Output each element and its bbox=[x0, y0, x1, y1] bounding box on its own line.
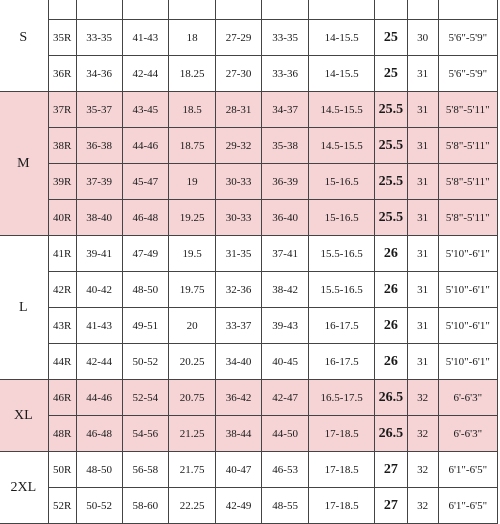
table-cell: 39-41 bbox=[76, 236, 122, 272]
table-cell: 43R bbox=[48, 308, 76, 344]
table-cell: 27 bbox=[374, 488, 407, 524]
table-cell: 26 bbox=[374, 344, 407, 380]
table-cell: 16.5-17.5 bbox=[309, 380, 375, 416]
table-cell: 21.75 bbox=[169, 452, 216, 488]
table-cell: 30-33 bbox=[216, 164, 262, 200]
table-row bbox=[0, 380, 498, 416]
table-cell: 18.75 bbox=[169, 128, 216, 164]
table-cell: 31 bbox=[407, 128, 438, 164]
table-cell: 50R bbox=[48, 452, 76, 488]
table-cell: 19.5 bbox=[169, 236, 216, 272]
table-cell: 6'-6'3" bbox=[438, 380, 497, 416]
table-cell: 14-15.5 bbox=[309, 56, 375, 92]
table-cell: 17-18.5 bbox=[309, 416, 375, 452]
table-cell: 6'1"-6'5" bbox=[438, 488, 497, 524]
table-cell: 33-36 bbox=[261, 56, 308, 92]
table-row bbox=[0, 452, 498, 488]
size-group-label: XL bbox=[0, 380, 48, 452]
table-cell: 48R bbox=[48, 416, 76, 452]
table-cell: 15-16.5 bbox=[309, 164, 375, 200]
table-cell: 33-37 bbox=[216, 308, 262, 344]
table-row bbox=[0, 92, 498, 128]
table-row bbox=[0, 488, 498, 524]
table-row bbox=[0, 344, 498, 380]
table-cell: 37-41 bbox=[261, 236, 308, 272]
table-cell: 16-17.5 bbox=[309, 308, 375, 344]
table-cell: 5'10"-6'1" bbox=[438, 344, 497, 380]
table-cell: 31 bbox=[407, 308, 438, 344]
table-cell: 26.5 bbox=[374, 416, 407, 452]
table-cell: 14.5-15.5 bbox=[309, 128, 375, 164]
table-cell: 17-18.5 bbox=[309, 488, 375, 524]
table-cell: 38R bbox=[48, 128, 76, 164]
table-cell: 48-50 bbox=[76, 452, 122, 488]
table-cell: 33-35 bbox=[261, 20, 308, 56]
table-cell: 25.5 bbox=[374, 200, 407, 236]
table-cell: 14-15.5 bbox=[309, 20, 375, 56]
table-cell: 34-40 bbox=[216, 344, 262, 380]
table-cell: 30-33 bbox=[216, 200, 262, 236]
table-cell: 21.25 bbox=[169, 416, 216, 452]
table-cell: 20.75 bbox=[169, 380, 216, 416]
table-cell: 45-47 bbox=[122, 164, 169, 200]
table-cell: 15.5-16.5 bbox=[309, 272, 375, 308]
table-cell: 39R bbox=[48, 164, 76, 200]
table-cell: 31 bbox=[407, 344, 438, 380]
table-row bbox=[0, 308, 498, 344]
table-cell: 44-46 bbox=[122, 128, 169, 164]
table-cell: 40-42 bbox=[76, 272, 122, 308]
table-cell: 25 bbox=[374, 56, 407, 92]
table-cell: 49-51 bbox=[122, 308, 169, 344]
table-cell: 19.25 bbox=[169, 200, 216, 236]
table-row bbox=[0, 200, 498, 236]
table-cell: 46R bbox=[48, 380, 76, 416]
table-row bbox=[0, 416, 498, 452]
table-cell: 19 bbox=[169, 164, 216, 200]
table-cell: 25.5 bbox=[374, 164, 407, 200]
table-row bbox=[0, 0, 498, 20]
table-cell: 32 bbox=[407, 488, 438, 524]
table-cell: 35-37 bbox=[76, 92, 122, 128]
table-cell: 46-53 bbox=[261, 452, 308, 488]
table-cell: 42R bbox=[48, 272, 76, 308]
table-cell bbox=[216, 0, 262, 20]
table-cell: 37R bbox=[48, 92, 76, 128]
table-cell: 5'8"-5'11" bbox=[438, 164, 497, 200]
table-cell: 42-44 bbox=[76, 344, 122, 380]
table-cell bbox=[76, 0, 122, 20]
table-cell: 5'8"-5'11" bbox=[438, 200, 497, 236]
table-cell: 31 bbox=[407, 236, 438, 272]
table-cell: 41R bbox=[48, 236, 76, 272]
size-group-label: M bbox=[0, 92, 48, 236]
table-cell: 5'10"-6'1" bbox=[438, 308, 497, 344]
table-cell bbox=[438, 0, 497, 20]
table-cell: 26 bbox=[374, 236, 407, 272]
table-cell: 18.25 bbox=[169, 56, 216, 92]
table-cell bbox=[261, 0, 308, 20]
table-cell: 47-49 bbox=[122, 236, 169, 272]
table-cell: 5'10"-6'1" bbox=[438, 272, 497, 308]
table-cell: 15.5-16.5 bbox=[309, 236, 375, 272]
table-cell: 46-48 bbox=[122, 200, 169, 236]
table-cell: 42-44 bbox=[122, 56, 169, 92]
table-cell: 36-40 bbox=[261, 200, 308, 236]
table-cell: 36-39 bbox=[261, 164, 308, 200]
table-cell bbox=[374, 0, 407, 20]
table-row bbox=[0, 128, 498, 164]
table-cell: 40-45 bbox=[261, 344, 308, 380]
table-cell: 52-54 bbox=[122, 380, 169, 416]
table-cell: 17-18.5 bbox=[309, 452, 375, 488]
table-cell bbox=[48, 0, 76, 20]
table-cell: 26 bbox=[374, 272, 407, 308]
table-cell bbox=[169, 0, 216, 20]
table-cell: 16-17.5 bbox=[309, 344, 375, 380]
table-cell: 40-47 bbox=[216, 452, 262, 488]
table-cell: 37-39 bbox=[76, 164, 122, 200]
table-cell: 22.25 bbox=[169, 488, 216, 524]
table-cell: 36-38 bbox=[76, 128, 122, 164]
table-cell: 25.5 bbox=[374, 128, 407, 164]
table-cell bbox=[309, 0, 375, 20]
table-cell: 44-46 bbox=[76, 380, 122, 416]
table-cell: 19.75 bbox=[169, 272, 216, 308]
table-cell: 5'6"-5'9" bbox=[438, 20, 497, 56]
table-cell: 31-35 bbox=[216, 236, 262, 272]
table-row bbox=[0, 56, 498, 92]
table-cell: 50-52 bbox=[76, 488, 122, 524]
table-cell: 31 bbox=[407, 164, 438, 200]
table-cell: 32 bbox=[407, 452, 438, 488]
table-cell: 38-40 bbox=[76, 200, 122, 236]
table-row bbox=[0, 20, 498, 56]
table-cell: 5'8"-5'11" bbox=[438, 128, 497, 164]
table-cell: 28-31 bbox=[216, 92, 262, 128]
table-cell: 50-52 bbox=[122, 344, 169, 380]
table-cell: 5'6"-5'9" bbox=[438, 56, 497, 92]
table-cell: 25 bbox=[374, 20, 407, 56]
table-cell: 29-32 bbox=[216, 128, 262, 164]
table-cell: 52R bbox=[48, 488, 76, 524]
table-cell: 5'8"-5'11" bbox=[438, 92, 497, 128]
table-row bbox=[0, 272, 498, 308]
table-cell: 32-36 bbox=[216, 272, 262, 308]
table-cell: 46-48 bbox=[76, 416, 122, 452]
table-cell: 31 bbox=[407, 200, 438, 236]
table-cell: 18.5 bbox=[169, 92, 216, 128]
table-cell: 27 bbox=[374, 452, 407, 488]
table-cell: 18 bbox=[169, 20, 216, 56]
table-cell: 6'-6'3" bbox=[438, 416, 497, 452]
table-cell: 48-55 bbox=[261, 488, 308, 524]
table-cell: 33-35 bbox=[76, 20, 122, 56]
size-group-label: L bbox=[0, 236, 48, 380]
table-cell: 32 bbox=[407, 380, 438, 416]
table-cell: 35-38 bbox=[261, 128, 308, 164]
table-cell: 38-44 bbox=[216, 416, 262, 452]
table-cell: 34-36 bbox=[76, 56, 122, 92]
table-cell: 15-16.5 bbox=[309, 200, 375, 236]
table-row bbox=[0, 236, 498, 272]
table-cell: 54-56 bbox=[122, 416, 169, 452]
table-cell: 27-30 bbox=[216, 56, 262, 92]
table-cell: 20.25 bbox=[169, 344, 216, 380]
table-cell: 32 bbox=[407, 416, 438, 452]
table-cell: 44R bbox=[48, 344, 76, 380]
table-cell: 48-50 bbox=[122, 272, 169, 308]
table-cell bbox=[122, 0, 169, 20]
table-cell: 35R bbox=[48, 20, 76, 56]
table-cell: 34-37 bbox=[261, 92, 308, 128]
size-group-label: 2XL bbox=[0, 452, 48, 524]
table-cell: 41-43 bbox=[122, 20, 169, 56]
table-cell: 31 bbox=[407, 272, 438, 308]
table-cell: 40R bbox=[48, 200, 76, 236]
table-cell: 44-50 bbox=[261, 416, 308, 452]
table-cell: 36R bbox=[48, 56, 76, 92]
table-cell: 5'10"-6'1" bbox=[438, 236, 497, 272]
table-cell: 43-45 bbox=[122, 92, 169, 128]
size-group-label: S bbox=[0, 0, 48, 92]
table-cell: 26.5 bbox=[374, 380, 407, 416]
table-cell: 20 bbox=[169, 308, 216, 344]
table-cell: 31 bbox=[407, 92, 438, 128]
table-cell: 38-42 bbox=[261, 272, 308, 308]
table-cell: 6'1"-6'5" bbox=[438, 452, 497, 488]
table-cell: 42-47 bbox=[261, 380, 308, 416]
table-cell: 30 bbox=[407, 20, 438, 56]
table-row bbox=[0, 164, 498, 200]
table-cell: 39-43 bbox=[261, 308, 308, 344]
table-cell: 42-49 bbox=[216, 488, 262, 524]
table-cell bbox=[407, 0, 438, 20]
table-cell: 56-58 bbox=[122, 452, 169, 488]
table-cell: 25.5 bbox=[374, 92, 407, 128]
table-cell: 26 bbox=[374, 308, 407, 344]
table-cell: 14.5-15.5 bbox=[309, 92, 375, 128]
table-cell: 36-42 bbox=[216, 380, 262, 416]
table-cell: 58-60 bbox=[122, 488, 169, 524]
table-cell: 41-43 bbox=[76, 308, 122, 344]
table-cell: 31 bbox=[407, 56, 438, 92]
table-cell: 27-29 bbox=[216, 20, 262, 56]
